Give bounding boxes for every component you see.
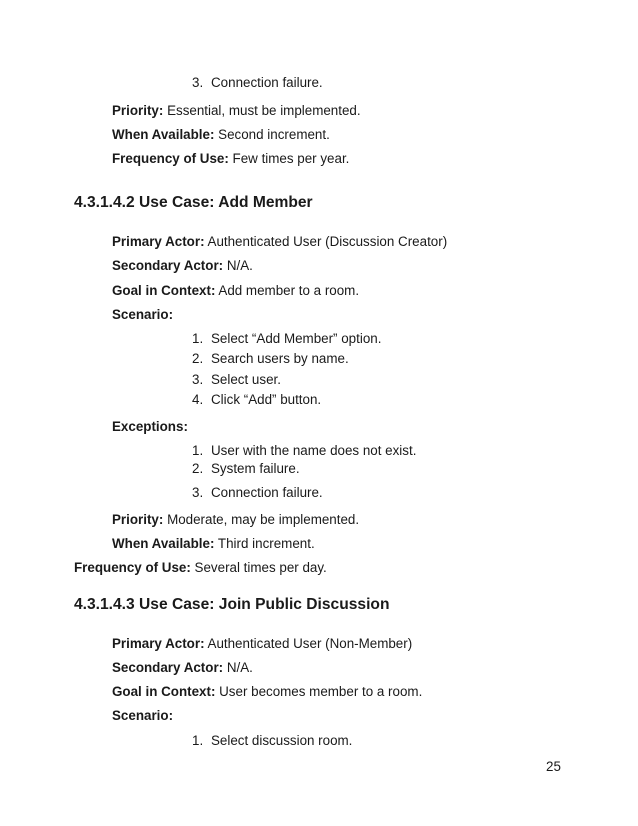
list-number: 1. [192,733,204,748]
page-number: 25 [546,759,561,774]
section-heading: 4.3.1.4.3 Use Case: Join Public Discussion [74,596,390,613]
goal-line [112,283,359,299]
primary-actor-line [112,234,447,250]
field-value: Authenticated User (Non-Member) [204,636,413,651]
field-label: Goal in Context: [112,684,216,699]
field-value: Several times per day. [190,560,327,575]
scenario-label [112,307,173,323]
list-number: 3. [192,485,204,500]
exception-item [192,443,416,459]
field-label: Frequency of Use: [74,560,191,575]
field-label: Primary Actor: [112,234,205,249]
field-label: Scenario: [112,708,174,723]
field-label: Exceptions: [112,419,188,434]
when-available-line [112,127,330,143]
field-value: Essential, must be implemented. [163,103,361,118]
field-label: When Available: [112,127,215,142]
exception-item [192,461,300,477]
list-text: Connection failure. [211,485,323,500]
list-number: 3. [192,372,204,387]
list-number: 2. [192,351,204,366]
field-label: Frequency of Use: [112,151,229,166]
scenario-item [192,392,321,408]
list-text: Select user. [211,372,281,387]
section-heading: 4.3.1.4.2 Use Case: Add Member [74,194,313,211]
list-text: User with the name does not exist. [211,443,417,458]
list-text: Select “Add Member” option. [211,331,382,346]
secondary-actor-line [112,660,253,676]
frequency-line [74,560,327,576]
list-number: 2. [192,461,204,476]
field-label: Goal in Context: [112,283,216,298]
scenario-item [192,733,352,749]
exceptions-label [112,419,188,435]
field-label: When Available: [112,536,215,551]
field-value: Authenticated User (Discussion Creator) [204,234,448,249]
field-label: Priority: [112,103,164,118]
priority-line [112,103,361,119]
field-value: N/A. [223,258,253,273]
list-number: 1. [192,331,204,346]
list-text: Select discussion room. [211,733,353,748]
goal-line [112,684,422,700]
scenario-label [112,708,173,724]
field-value: Few times per year. [228,151,350,166]
field-value: N/A. [223,660,253,675]
exception-item [192,75,323,91]
priority-line [112,512,359,528]
when-available-line [112,536,315,552]
primary-actor-line [112,636,412,652]
field-value: Second increment. [214,127,330,142]
secondary-actor-line [112,258,253,274]
field-label: Secondary Actor: [112,258,224,273]
list-text: Connection failure. [211,75,323,90]
field-value: Moderate, may be implemented. [163,512,360,527]
list-text: Search users by name. [211,351,349,366]
frequency-line [112,151,349,167]
scenario-item [192,372,281,388]
scenario-item [192,351,349,367]
list-text: System failure. [211,461,300,476]
field-label: Primary Actor: [112,636,205,651]
list-number: 1. [192,443,204,458]
field-value: Add member to a room. [215,283,360,298]
field-label: Priority: [112,512,164,527]
scenario-item [192,331,381,347]
field-value: Third increment. [214,536,315,551]
field-label: Secondary Actor: [112,660,224,675]
exception-item [192,485,323,501]
list-number: 4. [192,392,204,407]
list-number: 3. [192,75,204,90]
field-label: Scenario: [112,307,174,322]
list-text: Click “Add” button. [211,392,322,407]
field-value: User becomes member to a room. [215,684,423,699]
